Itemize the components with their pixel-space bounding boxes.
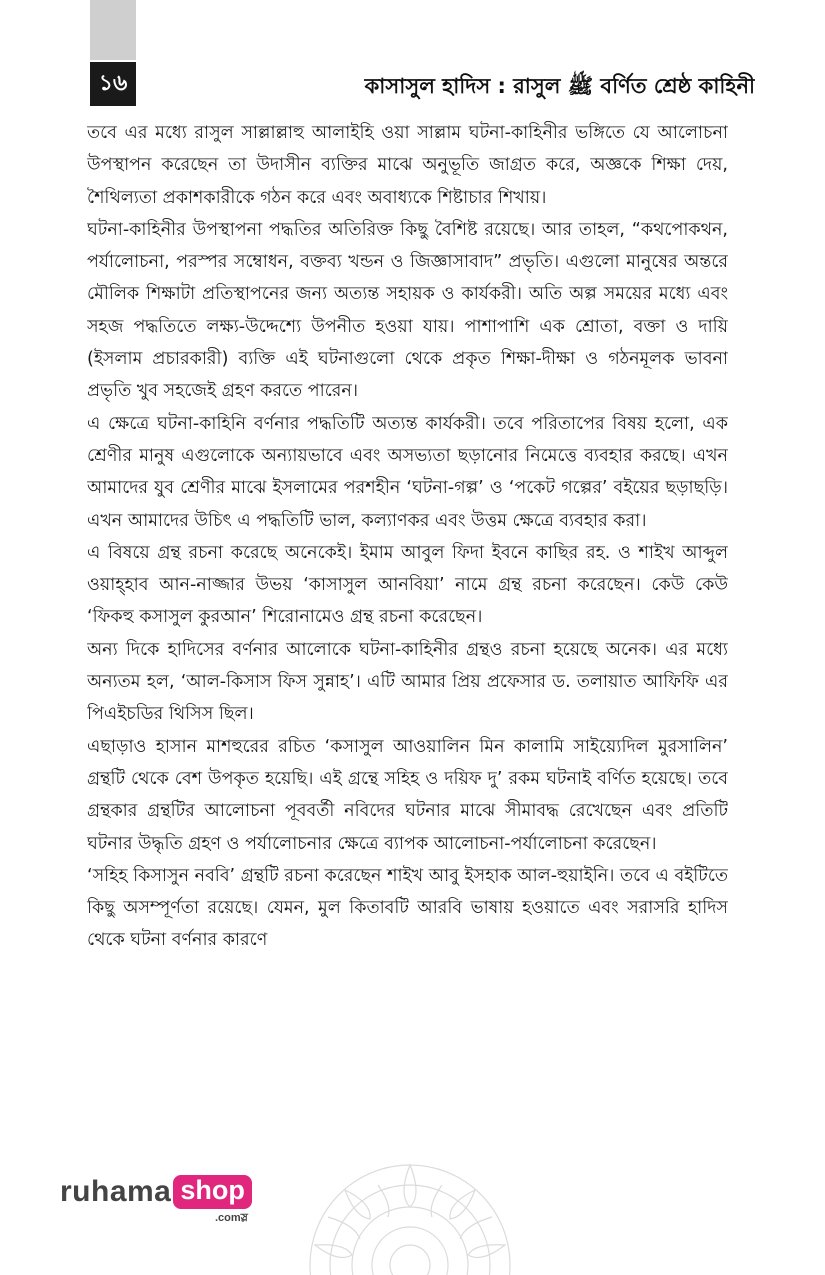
logo-shop-badge	[173, 1175, 252, 1224]
running-title: কাসাসুল হাদিস : রাসুল ﷺ বর্ণিত শ্রেষ্ঠ কাহিনী	[364, 74, 755, 98]
paragraph: ‘সহিহ কিসাসুন নববি’ গ্রন্থটি রচনা করেছেন শাইখ আবু ইসহাক আল-হুয়াইনি। তবে এ বইটিতে কিছু অসম্পূর্ণতা রয়েছে। যেমন, মুল কিতাবটি আরবি ভাষায় হওয়াতে এবং সরাসরি হাদিস থেকে ঘটনা বর্ণনার কারণে	[87, 865, 728, 951]
page-number: ১৬	[90, 62, 136, 106]
paragraph: এ বিষয়ে গ্রন্থ রচনা করেছে অনেকেই। ইমাম আবুল ফিদা ইবনে কাছির রহ. ও শাইখ আব্দুল ওয়াহ্হাব আন-নাজ্জার উভয় ‘কাসাসুল আনবিয়া’ নামে গ্রন্থ রচনা করেছেন। কেউ কেউ ‘ফিকহু কসাসুল কুরআন’ শিরোনামেও গ্রন্থ রচনা করেছেন।	[87, 542, 728, 628]
paragraph: তবে এর মধ্যে রাসুল সাল্লাল্লাহু আলাইহি ওয়া সাল্লাম ঘটনা-কাহিনীর ভঙ্গিতে যে আলোচনা উপস্থাপন করেছেন তা উদাসীন ব্যক্তির মাঝে অনুভূতি জাগ্রত করে, অজ্ঞকে শিক্ষা দেয়, শৈথিল্যতা প্রকাশকারীকে গঠন করে এবং অবাধ্যকে শিষ্টাচার শিখায়।	[87, 123, 728, 208]
logo-shop-text: shop	[173, 1175, 252, 1209]
logo-domain-text: .comস্ল	[214, 1212, 248, 1224]
body-text	[87, 117, 728, 1152]
paragraph: এছাড়াও হাসান মাশহুরের রচিত ‘কসাসুল আওয়ালিন মিন কালামি সাইয়্যেদিল মুরসালিন’ গ্রন্থটি থেকে বেশ উপকৃত হয়েছি। এই গ্রন্থে সহিহ ও দয়িফ দু’ রকম ঘটনাই বর্ণিত হয়েছে। তবে গ্রন্থকার গ্রন্থটির আলোচনা পূববর্তী নবিদের ঘটনার মাঝে সীমাবদ্ধ রেখেছেন এবং প্রতিটি ঘটনার উদ্ধৃতি গ্রহণ ও পর্যালোচনার ক্ষেত্রে ব্যাপক আলোচনা-পর্যালোচনা করেছেন।	[87, 736, 728, 854]
mandala-watermark-icon	[300, 1155, 520, 1275]
logo-ruhama-text: ruhama	[60, 1175, 172, 1208]
page-edge-tab	[90, 0, 136, 60]
publisher-logo	[60, 1175, 252, 1224]
paragraph: অন্য দিকে হাদিসের বর্ণনার আলোকে ঘটনা-কাহিনীর গ্রন্থও রচনা হয়েছে অনেক। এর মধ্যে অন্যতম হল, ‘আল-কিসাস ফিস সুন্নাহ’। এটি আমার প্রিয় প্রফেসার ড. তলায়াত আফিফি এর পিএইচডির থিসিস ছিল।	[87, 639, 728, 725]
paragraph: ঘটনা-কাহিনীর উপস্থাপনা পদ্ধতির অতিরিক্ত কিছু বৈশিষ্ট রয়েছে। আর তাহল, “কথপোকথন, পর্যালোচনা, পরস্পর সম্বোধন, বক্তব্য খন্ডন ও জিজ্ঞাসাবাদ” প্রভৃতি। এগুলো মানুষের অন্তরে মৌলিক শিক্ষাটা প্রতিস্থাপনের জন্য অত্যন্ত সহায়ক ও কার্যকরী। অতি অল্প সময়ের মধ্যে এবং সহজ পদ্ধতিতে লক্ষ্য-উদ্দেশ্যে উপনীত হওয়া যায়। পাশাপাশি এক শ্রোতা, বক্তা ও দায়ি (ইসলাম প্রচারকারী) ব্যক্তি এই ঘটনাগুলো থেকে প্রকৃত শিক্ষা-দীক্ষা ও গঠনমূলক ভাবনা প্রভৃতি খুব সহজেই গ্রহণ করতে পারেন।	[87, 219, 728, 402]
paragraph: এ ক্ষেত্রে ঘটনা-কাহিনি বর্ণনার পদ্ধতিটি অত্যন্ত কার্যকরী। তবে পরিতাপের বিষয় হলো, এক শ্রেণীর মানুষ এগুলোকে অন্যায়ভাবে এবং অসভ্যতা ছড়ানোর নিমেত্তে ব্যবহার করছে। এখন আমাদের যুব শ্রেণীর মাঝে ইসলামের পরশহীন ‘ঘটনা-গল্প’ ও ‘পকেট গল্পের’ বইয়ের ছড়াছড়ি। এখন আমাদের উচিৎ এ পদ্ধতিটি ভাল, কল্যাণকর এবং উত্তম ক্ষেত্রে ব্যবহার করা।	[87, 413, 728, 531]
